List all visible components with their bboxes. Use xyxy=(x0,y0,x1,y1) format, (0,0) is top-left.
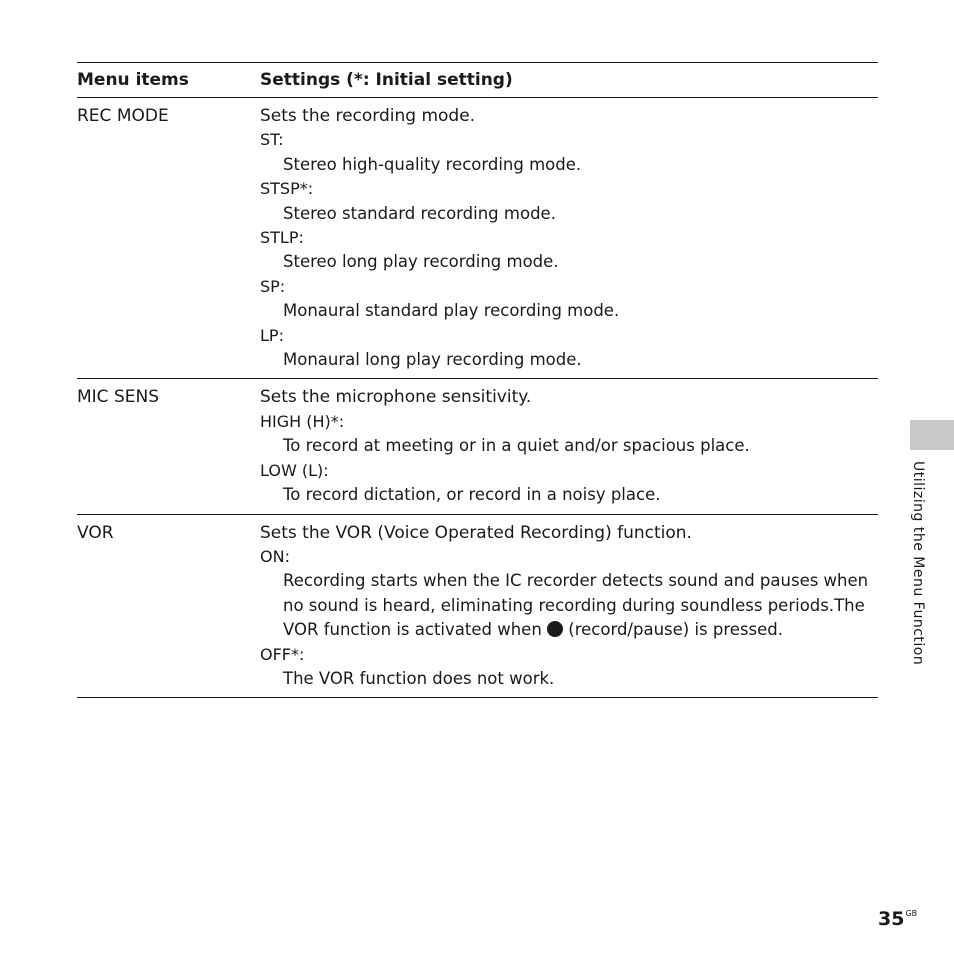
menu-settings-table xyxy=(77,62,878,698)
option-name: LP: xyxy=(260,325,284,345)
page-number-suffix: GB xyxy=(905,909,918,918)
page-number xyxy=(878,908,917,930)
option-description-part: Recording starts when the IC recorder detects sound and pauses when no sound is heard, eliminating recording during soundless periods.The VOR function is activated when xyxy=(283,571,869,640)
option-name: LOW (L): xyxy=(260,460,329,480)
menu-item-settings xyxy=(260,104,878,372)
menu-item-settings xyxy=(260,521,878,692)
menu-item-description: Sets the microphone sensitivity. xyxy=(260,387,532,408)
record-dot-icon xyxy=(547,621,563,637)
option-name: STLP: xyxy=(260,228,304,248)
option-description-part: (record/pause) is pressed. xyxy=(568,620,783,640)
option-description: Stereo long play recording mode. xyxy=(283,252,559,272)
option-name: OFF*: xyxy=(260,644,305,664)
menu-item-name: MIC SENS xyxy=(77,387,159,408)
menu-item-name: REC MODE xyxy=(77,106,169,126)
menu-item-description: Sets the recording mode. xyxy=(260,106,476,126)
option-description: Stereo high-quality recording mode. xyxy=(283,154,582,174)
section-side-label: Utilizing the Menu Function xyxy=(910,461,926,666)
table-row-rec-mode xyxy=(77,98,878,379)
option-description: Monaural long play recording mode. xyxy=(283,350,582,370)
option-description: To record dictation, or record in a noisy place. xyxy=(283,485,661,505)
option-name: STSP*: xyxy=(260,179,314,199)
option-description xyxy=(260,569,878,642)
option-description: To record at meeting or in a quiet and/or spacious place. xyxy=(283,436,750,456)
option-description: Stereo standard recording mode. xyxy=(283,203,556,223)
section-tab-marker xyxy=(910,420,954,450)
table-header xyxy=(77,63,878,98)
header-settings: Settings (*: Initial setting) xyxy=(260,70,513,90)
option-name: ON: xyxy=(260,546,290,566)
option-name: ST: xyxy=(260,130,284,150)
header-menu-items: Menu items xyxy=(77,70,189,90)
option-description: Monaural standard play recording mode. xyxy=(283,301,620,321)
menu-item-settings xyxy=(260,385,878,507)
menu-item-description: Sets the VOR (Voice Operated Recording) function. xyxy=(260,522,692,543)
table-row-mic-sens xyxy=(77,379,878,514)
page-number-value: 35 xyxy=(878,908,905,930)
option-description: The VOR function does not work. xyxy=(283,668,555,688)
option-name: SP: xyxy=(260,276,286,296)
option-name: HIGH (H)*: xyxy=(260,411,345,431)
menu-item-name: VOR xyxy=(77,522,114,543)
table-row-vor xyxy=(77,515,878,699)
